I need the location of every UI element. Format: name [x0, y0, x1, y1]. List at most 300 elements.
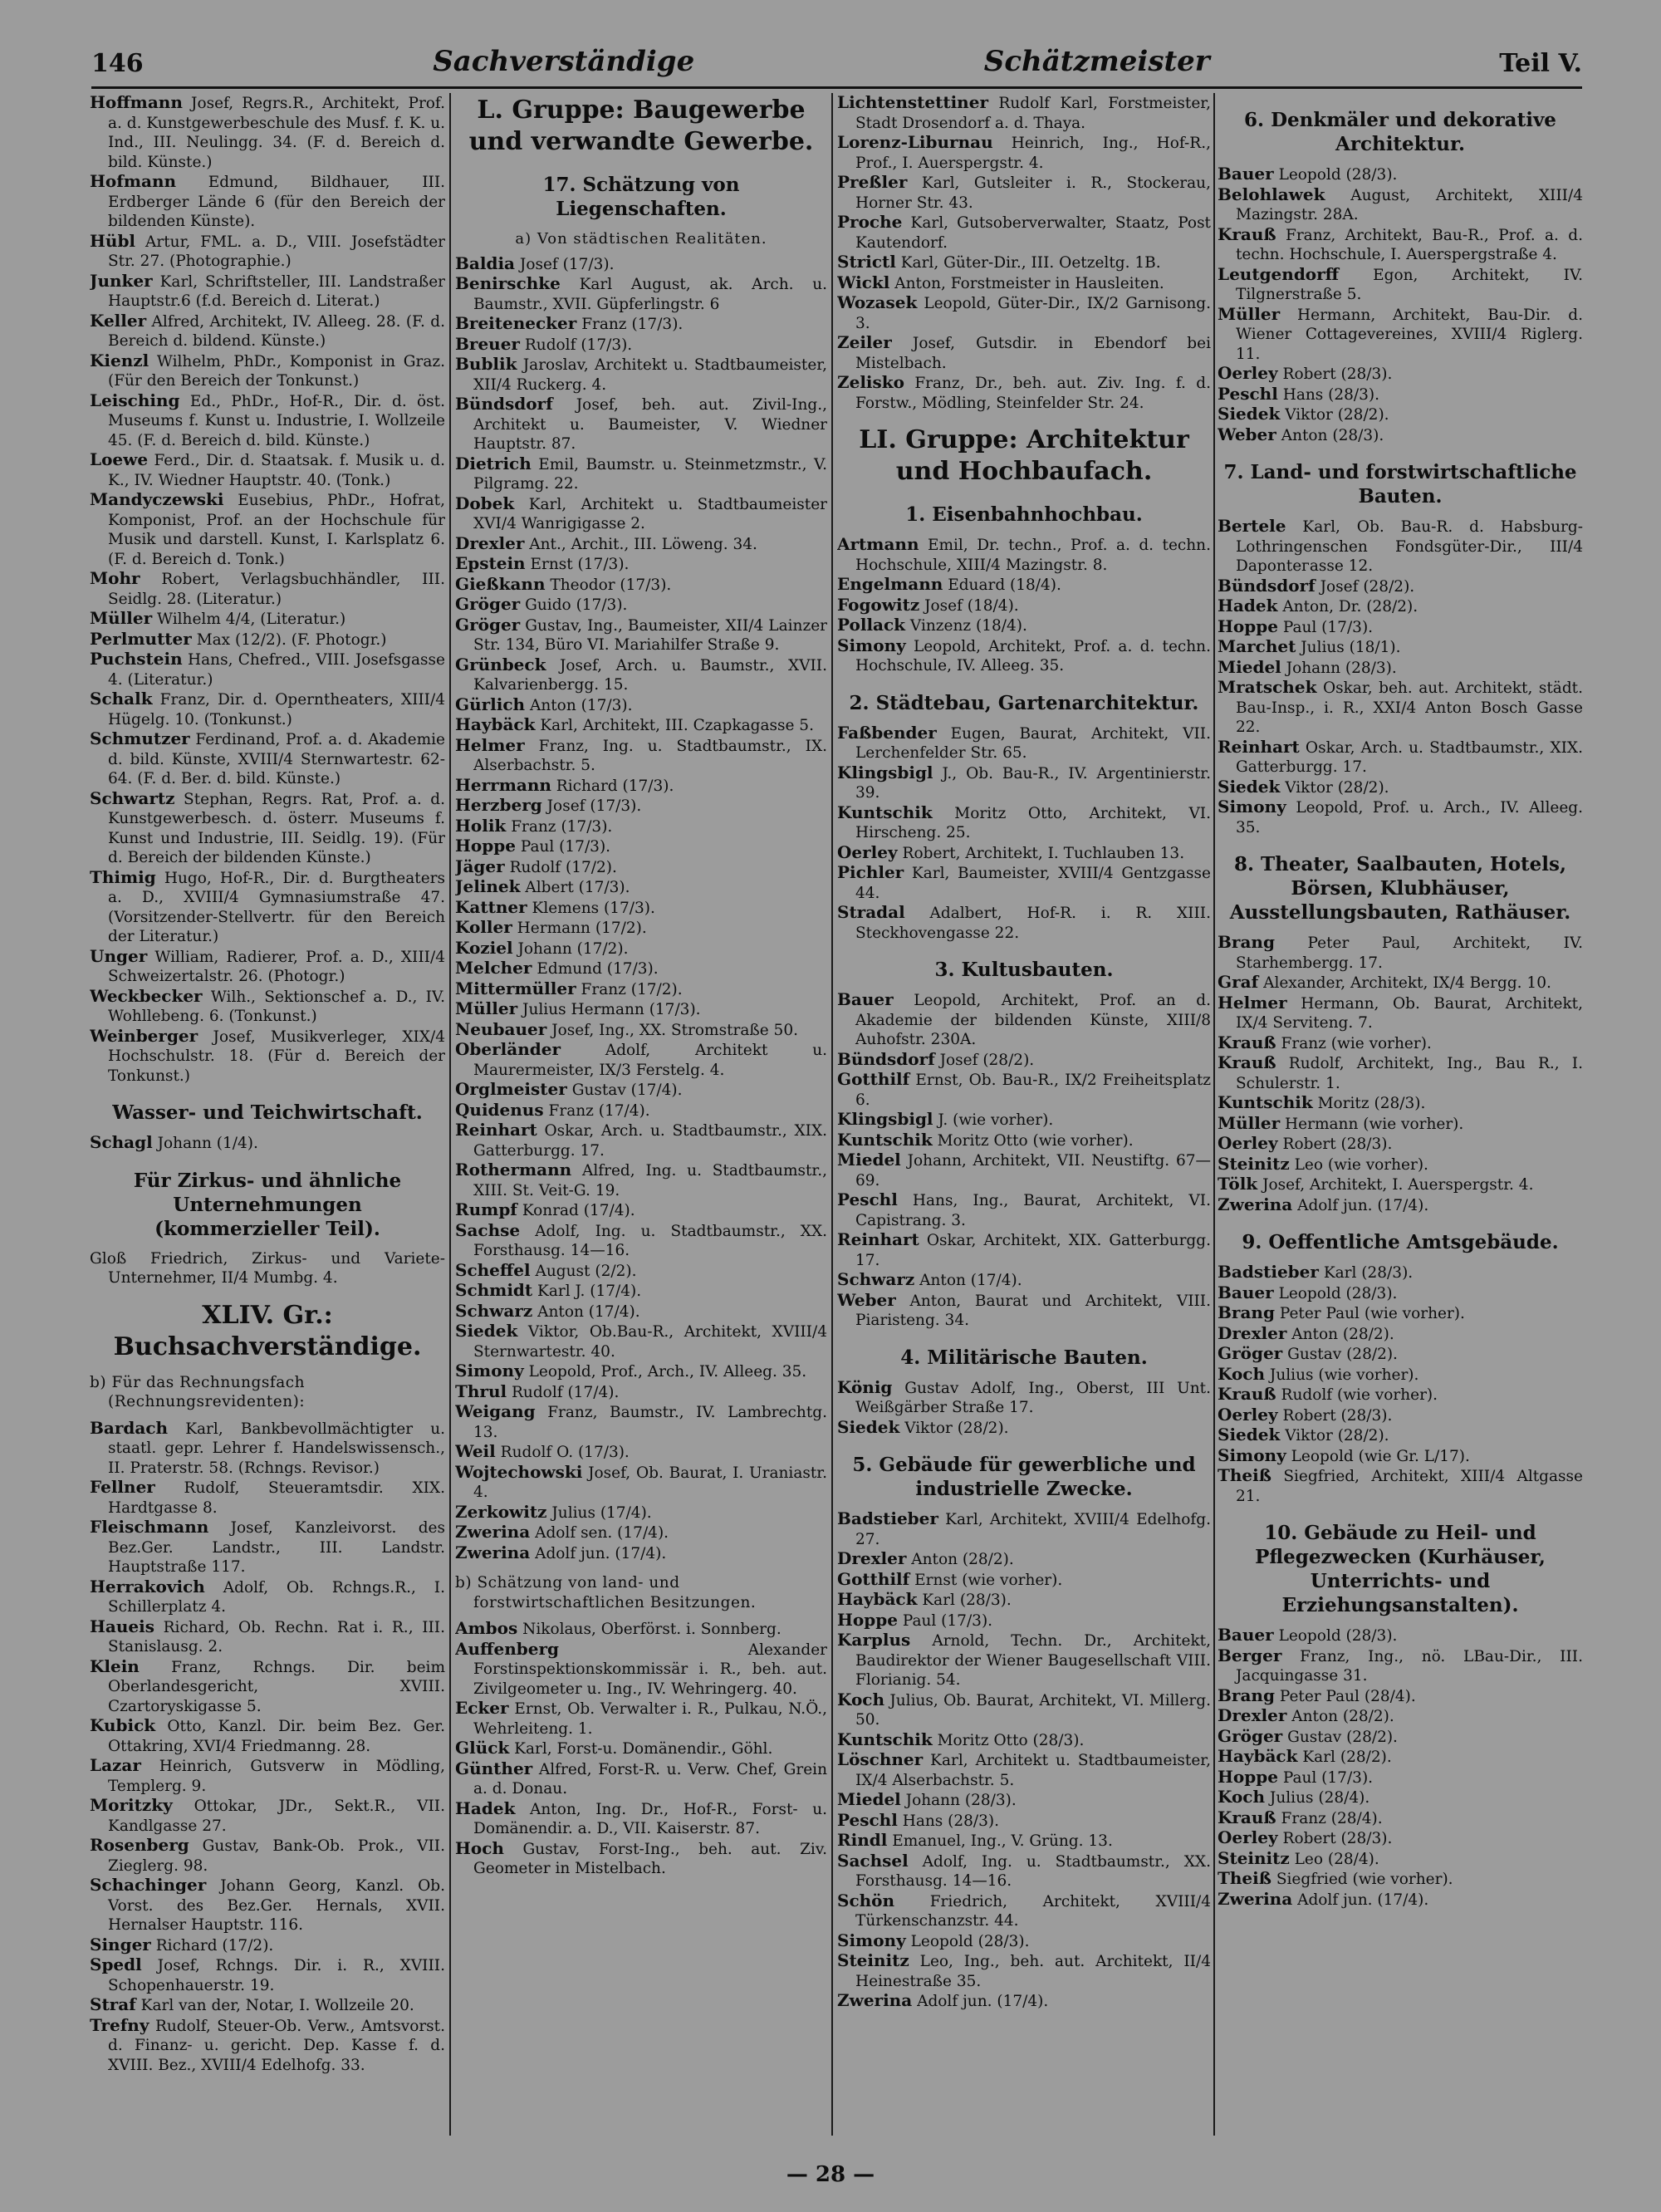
directory-entry [90, 232, 445, 272]
directory-entry [455, 1200, 827, 1221]
entry-details: Karl, Güter-Dir., III. Oetzeltg. 1B. [900, 254, 1161, 272]
entry-details: Viktor (28/2). [1285, 1427, 1389, 1444]
running-title-right: Schätzmeister [983, 45, 1210, 78]
directory-entry [1218, 517, 1583, 576]
entry-details: Anton (17/4). [919, 1272, 1022, 1289]
entry-details: Nikolaus, Oberförst. i. Sonnberg. [522, 1621, 782, 1638]
entry-details: Julius (18/1). [1301, 639, 1401, 656]
entry-surname: Krauß [1218, 1384, 1276, 1404]
section-heading: 4. Militärische Bauten. [900, 1346, 1148, 1369]
directory-entry [1218, 797, 1583, 837]
entry-surname: Koller [455, 917, 512, 937]
entry-surname: Rosenberg [90, 1835, 189, 1855]
entry-surname: Pichler [837, 862, 904, 882]
entry-surname: Kuntschik [837, 1129, 933, 1150]
entry-details: Hans, Ing., Baurat, Architekt, VI. Capistrang. 3. [855, 1192, 1211, 1229]
directory-entry [90, 569, 445, 609]
directory-entry [90, 987, 445, 1027]
page-header [91, 40, 1582, 78]
entry-details: Franz, Rchngs. Dir. beim Oberlandesgericht, XVIII. Czartoryskigasse 5. [108, 1658, 445, 1715]
entry-details: Karl, Bankbevollmächtigter u. staatl. gepr. Lehrer f. Handelswissensch., II. Praterstr. 58. (Rchngs. Revisor.) [108, 1420, 445, 1477]
directory-entry [90, 311, 445, 351]
directory-entry [837, 1190, 1211, 1230]
entry-details: Emil, Baumstr. u. Steinmetzmstr., V. Pilgramg. 22. [473, 455, 827, 493]
entry-surname: Zwerina [1218, 1194, 1293, 1214]
entry-surname: Zwerina [455, 1542, 531, 1562]
entry-details: Viktor, Ob.Bau-R., Architekt, XVIII/4 Sternwartestr. 40. [473, 1323, 827, 1361]
entry-surname: Proche [837, 212, 903, 232]
entry-details: Viktor (28/2). [1285, 778, 1389, 797]
entry-surname: Quidenus [455, 1099, 544, 1120]
directory-entry [455, 1402, 827, 1442]
entry-surname: Bauer [837, 989, 894, 1009]
directory-entry [455, 1261, 827, 1282]
subsection-heading: b) Schätzung von land- und forstwirtschaftlichen Besitzungen. [455, 1574, 757, 1611]
entry-details: Egon, Architekt, IV. Tilgnerstraße 5. [1236, 266, 1583, 303]
directory-entry [455, 715, 827, 736]
entry-surname: Ambos [455, 1618, 518, 1638]
entry-surname: Lichtenstettiner [837, 93, 988, 112]
entry-details: Hugo, Hof-R., Dir. d. Burgtheaters a. D., XVIII/4 Gymnasiumstraße 47. (Vorsitzender-Stellvertr. für den Bereich der Literatur.) [108, 869, 445, 945]
entry-details: Josef, Musikverleger, XIX/4 Hochschulstr. 18. (Für d. Bereich der Tonkunst.) [108, 1028, 445, 1085]
directory-entry [1218, 364, 1583, 385]
entry-surname: Krauß [1218, 1807, 1276, 1827]
directory-entry [837, 616, 1211, 636]
entry-details: Rudolf (17/4). [512, 1383, 620, 1401]
section-heading: 17. Schätzung von Liegenschaften. [542, 174, 740, 220]
entry-details: August (2/2). [535, 1262, 637, 1280]
entry-details: Johann, Architekt, VII. Neustiftg. 67—69. [855, 1152, 1211, 1189]
entry-surname: Miedel [1218, 656, 1281, 677]
entry-surname: Berger [1218, 1645, 1282, 1665]
entry-details: Josef (28/2). [1320, 577, 1415, 596]
directory-entry [455, 274, 827, 314]
entry-details: Karl, Architekt, XVIII/4 Edelhofg. 27. [855, 1511, 1211, 1548]
entry-details: Gustav (17/4). [571, 1081, 683, 1099]
entry-details: Wilhelm, PhDr., Komponist in Graz. (Für den Bereich der Tonkunst.) [108, 352, 445, 390]
entry-surname: König [837, 1376, 893, 1397]
directory-entry [1218, 1365, 1583, 1386]
entry-surname: Strictl [837, 252, 896, 272]
entry-surname: Oberländer [455, 1039, 561, 1059]
directory-entry [1218, 305, 1583, 365]
section-heading: Wasser- und Teichwirtschaft. [112, 1101, 423, 1124]
entry-details: Josef, Architekt, I. Auerspergstr. 4. [1262, 1176, 1534, 1194]
directory-entry [90, 1478, 445, 1518]
directory-entry [1218, 1466, 1583, 1506]
directory-entry [90, 947, 445, 987]
directory-entry [455, 1020, 827, 1041]
entry-details: Viktor (28/2). [1285, 406, 1389, 424]
directory-entry [837, 1852, 1211, 1891]
entry-details: Franz (17/2). [581, 980, 683, 998]
directory-entry [90, 1955, 445, 1995]
entry-details: Ernst (wie vorher). [914, 1571, 1063, 1589]
entry-details: Julius, Ob. Baurat, Architekt, VI. Millerg. 50. [855, 1691, 1211, 1729]
entry-surname: Dietrich [455, 453, 532, 473]
entry-surname: Bündsdorf [1218, 575, 1316, 596]
directory-entry [90, 1716, 445, 1756]
directory-entry [455, 1799, 827, 1839]
entry-surname: Reinhart [837, 1229, 919, 1249]
entry-details: Karl, Architekt u. Stadtbaumeister, IX/4 Alserbachstr. 5. [855, 1752, 1211, 1789]
section-heading: 10. Gebäude zu Heil- und Pflegezwecken (Kurhäuser, Unterrichts- und Erziehungsanstalten). [1255, 1522, 1546, 1616]
entry-surname: Trefny [90, 2014, 149, 2035]
entry-surname: Brang [1218, 932, 1275, 952]
directory-entry [455, 796, 827, 817]
directory-entry [1218, 265, 1583, 305]
entry-surname: Thrul [455, 1381, 507, 1401]
entry-surname: Hoppe [1218, 1766, 1278, 1787]
entry-surname: Müller [1218, 1112, 1281, 1133]
directory-entry [837, 1730, 1211, 1751]
entry-surname: Müller [90, 608, 153, 628]
entry-surname: Perlmutter [90, 628, 192, 649]
entry-surname: Rindl [837, 1830, 888, 1850]
entry-details: Oskar, beh. aut. Architekt, städt. Bau-Insp., i. R., XXI/4 Anton Bosch Gasse 22. [1236, 679, 1583, 736]
directory-entry [90, 272, 445, 311]
entry-details: Paul (17/3). [1282, 1768, 1374, 1787]
directory-entry [90, 1577, 445, 1617]
directory-entry [90, 1419, 445, 1479]
entry-details: Hermann, Ob. Baurat, Architekt, IX/4 Servitеng. 7. [1236, 994, 1583, 1032]
directory-entry [837, 253, 1211, 273]
directory-entry [837, 1690, 1211, 1730]
entry-details: Karl J. (17/4). [537, 1283, 642, 1300]
directory-entry [1218, 1890, 1583, 1910]
entry-details: Leopold (28/3). [1278, 1284, 1398, 1302]
entry-details: William, Radierer, Prof. a. D., XIII/4 Schweizertalstr. 26. (Photogr.) [108, 948, 445, 985]
entry-details: Julius (17/4). [551, 1503, 652, 1522]
entry-details: Anton, Ing. Dr., Hof-R., Forst- u. Domänendir. a. D., VII. Kaiserstr. 87. [473, 1800, 827, 1837]
directory-entry [837, 1418, 1211, 1439]
entry-details: Franz, Baumstr., IV. Lambrechtg. 13. [473, 1404, 827, 1441]
entry-details: Gustav, Forst-Ing., beh. aut. Ziv. Geometer in Mistelbach. [473, 1840, 827, 1877]
directory-entry [837, 1790, 1211, 1811]
group-heading: LI. Gruppe: Architektur und Hochbaufach. [859, 425, 1189, 486]
directory-entry [455, 939, 827, 959]
directory-entry [1218, 1155, 1583, 1175]
entry-surname: Gießkann [455, 573, 546, 594]
directory-entry [837, 1270, 1211, 1291]
entry-details: Vinzenz (18/4). [909, 617, 1027, 635]
entry-surname: Schagl [90, 1132, 153, 1152]
entry-details: Anton (17/4). [537, 1302, 640, 1321]
directory-entry [455, 959, 827, 979]
directory-entry [1218, 1849, 1583, 1870]
directory-entry [90, 689, 445, 729]
entry-details: Leopold, Architekt, Prof. an d. Akademie der bildenden Künste, XIII/8 Auhofstr. 230A. [855, 992, 1211, 1048]
entry-surname: Oerley [1218, 1133, 1278, 1153]
directory-entry [1218, 576, 1583, 597]
entry-surname: Baldia [455, 253, 516, 273]
entry-surname: Schwartz [90, 787, 175, 808]
entry-details: Leopold (wie Gr. L/17). [1291, 1447, 1470, 1465]
entry-surname: Bublik [455, 354, 517, 374]
directory-entry [1218, 1747, 1583, 1768]
entry-details: Oskar, Arch. u. Stadtbaumstr., XIX. Gatterburgg. 17. [1236, 738, 1583, 776]
entry-details: Franz (17/3). [511, 817, 613, 836]
directory-entry [1218, 164, 1583, 185]
directory-entry [455, 1040, 827, 1080]
directory-entry [1218, 1385, 1583, 1405]
header-rule [91, 86, 1582, 89]
directory-entry [455, 595, 827, 616]
entry-surname: Zwerina [1218, 1888, 1293, 1909]
entry-details: Josef, Ing., XX. Stromstraße 50. [551, 1021, 798, 1039]
directory-entry [455, 314, 827, 335]
entry-surname: Siedek [1218, 776, 1281, 797]
entry-surname: Wozasek [837, 292, 918, 312]
entry-details: Klemens (17/3). [532, 899, 655, 917]
group-heading: L. Gruppe: Baugewerbe und verwandte Gewerbe. [468, 96, 814, 156]
entry-surname: Zelisko [837, 372, 904, 392]
directory-entry [1218, 225, 1583, 265]
entry-surname: Rumpf [455, 1199, 517, 1219]
entry-surname: Marchet [1218, 636, 1296, 656]
section-heading: 9. Oeffentliche Amtsgebäude. [1242, 1231, 1559, 1253]
entry-details: Julius (wie vorher). [1269, 1366, 1419, 1384]
directory-entry [837, 333, 1211, 373]
entry-surname: Breitenecker [455, 313, 577, 333]
entry-surname: Klein [90, 1655, 140, 1676]
entry-surname: Steinitz [1218, 1847, 1290, 1868]
entry-surname: Mratschek [1218, 677, 1317, 697]
directory-entry [1218, 973, 1583, 993]
entry-surname: Engelmann [837, 574, 943, 594]
entry-surname: Simony [1218, 1444, 1286, 1465]
entry-details: Rudolf (17/2). [509, 858, 617, 876]
entry-surname: Fleischmann [90, 1517, 209, 1537]
entry-surname: Kienzl [90, 350, 149, 370]
entry-details: Franz (28/4). [1281, 1809, 1383, 1827]
entry-surname: Krauß [1218, 223, 1276, 244]
directory-entry [837, 990, 1211, 1050]
entry-details: Richard, Ob. Rechn. Rat i. R., III. Stanislausg. 2. [108, 1618, 445, 1655]
entry-details: Emil, Dr. techn., Prof. a. d. techn. Hochschule, XIII/4 Mazingstr. 8. [855, 537, 1211, 574]
directory-entry [837, 1590, 1211, 1611]
column-divider [831, 93, 833, 2136]
entry-surname: Gröger [455, 614, 521, 635]
directory-entry [455, 1080, 827, 1101]
entry-details: Anton (28/3). [1281, 426, 1384, 444]
entry-surname: Zerkowitz [455, 1501, 547, 1522]
entry-details: Hermann (17/2). [517, 920, 647, 937]
directory-entry [90, 789, 445, 868]
directory-entry [1218, 1808, 1583, 1829]
directory-entry [837, 1549, 1211, 1570]
entry-surname: Gröger [455, 594, 521, 614]
directory-entry [455, 898, 827, 919]
entry-surname: Keller [90, 310, 147, 331]
entry-surname: Unger [90, 945, 148, 966]
directory-entry [90, 1133, 445, 1154]
directory-entry [455, 817, 827, 837]
entry-surname: Koziel [455, 937, 513, 958]
directory-entry [90, 630, 445, 650]
entry-details: Karl, Ob. Bau-R. d. Habsburg-Lothringenschen Fondsgüter-Dir., III/4 Daponteгasse 12. [1236, 518, 1583, 575]
directory-entry [455, 918, 827, 939]
entry-surname: Preßler [837, 172, 908, 192]
entry-surname: Bardach [90, 1417, 169, 1438]
entry-details: Franz, Architekt, Bau-R., Prof. a. d. techn. Hochschule, I. Auerspergstraße 4. [1236, 226, 1583, 263]
entry-details: Anton (28/2). [1291, 1325, 1394, 1343]
section-heading: 2. Städtebau, Gartenarchitektur. [849, 691, 1199, 714]
entry-details: Ant., Archit., III. Löweng. 34. [529, 535, 757, 553]
entry-details: Peter Paul, Architekt, IV. Starhembergg. 17. [1236, 934, 1583, 972]
directory-entry [837, 1230, 1211, 1270]
entry-surname: Neubauer [455, 1018, 547, 1039]
entry-surname: Thimig [90, 866, 156, 887]
entry-surname: Koch [1218, 1363, 1266, 1384]
entry-surname: Mandyczewski [90, 489, 224, 509]
entry-details: Viktor (28/2). [904, 1419, 1009, 1437]
entry-surname: Helmer [455, 734, 525, 755]
entry-surname: Gröger [1218, 1725, 1283, 1746]
entry-details: Rudolf (wie vorher). [1281, 1386, 1438, 1404]
entry-details: Hermann (wie vorher). [1285, 1115, 1464, 1133]
column-4 [1218, 93, 1583, 2136]
directory-entry [1218, 777, 1583, 798]
directory-entry [455, 736, 827, 776]
entry-surname: Haybäck [1218, 1746, 1298, 1766]
entry-details: Moritz Otto (wie vorher). [937, 1131, 1134, 1150]
directory-entry [1218, 1134, 1583, 1155]
directory-entry [455, 1543, 827, 1564]
entry-surname: Peschl [837, 1189, 898, 1209]
entry-surname: Siedek [837, 1416, 900, 1437]
entry-details: Karl, Architekt, III. Czapkagasse 5. [540, 717, 814, 734]
entry-details: Anton (28/2). [911, 1551, 1014, 1568]
entry-surname: Kuntschik [837, 802, 933, 822]
entry-details: Anton (28/2). [1291, 1708, 1394, 1725]
entry-details: Robert, Verlagsbuchhändler, III. Seidlg. 28. (Literatur.) [108, 571, 445, 608]
entry-details: Eduard (18/4). [948, 576, 1061, 594]
entry-details: Adolf jun. (17/4). [1297, 1196, 1429, 1214]
entry-details: Alexander, Architekt, IX/4 Bergg. 10. [1263, 974, 1551, 992]
entry-surname: Drexler [837, 1548, 907, 1568]
directory-entry [90, 868, 445, 947]
entry-details: Moritz Otto (28/3). [937, 1731, 1085, 1749]
entry-surname: Lazar [90, 1755, 141, 1775]
directory-entry [90, 729, 445, 789]
entry-surname: Weinberger [90, 1025, 198, 1046]
entry-surname: Gotthilf [837, 1568, 910, 1589]
entry-details: Rudolf, Steuer-Ob. Verw., Amtsvorst. d. Finanz- u. gericht. Dep. Kasse f. d. XVIII. Bez., XVIII/4 Edelhofg. 33. [108, 2017, 445, 2074]
entry-details: Hans (28/3). [1282, 385, 1380, 404]
entry-details: Anton, Baurat und Architekt, VIII. Piaristeng. 34. [855, 1292, 1211, 1329]
entry-surname: Sachsel [837, 1850, 909, 1871]
entry-surname: Klingsbigl [837, 1109, 933, 1129]
entry-details: J. (wie vorher). [938, 1111, 1054, 1129]
entry-details: Karl (28/3). [922, 1592, 1012, 1609]
directory-entry [837, 273, 1211, 294]
directory-entry [90, 650, 445, 689]
directory-entry [1218, 1646, 1583, 1686]
entry-surname: Weber [1218, 424, 1276, 444]
entry-details: Leo (wie vorher). [1294, 1155, 1428, 1174]
directory-entry [455, 575, 827, 596]
entry-surname: Miedel [837, 1150, 901, 1170]
entry-details: Franz (wie vorher). [1281, 1034, 1432, 1052]
entry-surname: Zwerina [455, 1522, 531, 1542]
entry-details: Ernst (17/3). [530, 556, 630, 573]
entry-surname: Oerley [1218, 1404, 1278, 1425]
entry-details: Alexander Forstinspektionskommissär i. R., beh. aut. Zivilgeometer u. Ing., IV. Wehringerg. 40. [473, 1641, 827, 1698]
entry-surname: Oerley [837, 841, 898, 862]
entry-surname: Schachinger [90, 1875, 207, 1895]
entry-details: Adolf jun. (17/4). [917, 1993, 1049, 2010]
entry-surname: Gürlich [455, 694, 526, 714]
directory-entry [455, 1121, 827, 1160]
directory-entry [837, 763, 1211, 803]
directory-entry [1218, 1446, 1583, 1467]
entry-surname: Krauß [1218, 1032, 1276, 1052]
entry-surname: Bauer [1218, 1625, 1274, 1645]
entry-surname: Wojtechowski [455, 1461, 583, 1482]
entry-details: Josef (17/3). [519, 255, 615, 273]
entry-surname: Müller [1218, 303, 1281, 324]
entry-details: Hermann, Architekt, Bau-Dir. d. Wiener Cottagevereines, XVIII/4 Riglerg. 11. [1236, 306, 1583, 363]
entry-details: Eusebius, PhDr., Hofrat, Komponist, Prof. an der Hochschule für Musik und darstell. Kunst, I. Karlsplatz 6. (F. d. Bereich d. Tonk.) [108, 492, 445, 568]
entry-surname: Herzberg [455, 795, 542, 815]
directory-entry [1218, 1768, 1583, 1788]
entry-surname: Lorenz-Liburnau [837, 132, 993, 152]
directory-entry [837, 93, 1211, 133]
entry-surname: Kuntschik [1218, 1092, 1313, 1112]
entry-details: J., Ob. Bau-R., IV. Argentinierstr. 39. [855, 764, 1211, 802]
entry-details: Oskar, Arch. u. Stadtbaumstr., XIX. Gatterburgg. 17. [473, 1122, 827, 1160]
entry-surname: Miedel [837, 1789, 901, 1809]
entry-details: Robert (28/3). [1282, 1406, 1393, 1425]
directory-entry [90, 1995, 445, 2016]
entry-details: Karl, Gutsoberverwalter, Staatz, Post Kautendorf. [855, 214, 1211, 252]
directory-entry [837, 803, 1211, 843]
entry-details: Anton, Forstmeister in Hausleiten. [894, 274, 1164, 292]
entry-details: Rudolf, Steueramtsdir. XIX. Hardtgasse 8. [108, 1479, 445, 1517]
entry-details: Alfred, Forst-R. u. Verw. Chef, Grein a. d. Donau. [473, 1760, 827, 1798]
directory-entry [837, 596, 1211, 616]
directory-entry [837, 173, 1211, 213]
subsection-heading: a) Von städtischen Realitäten. [515, 230, 767, 248]
entry-details: Heinrich, Ing., Hof-R., Prof., I. Auerspergstr. 4. [855, 135, 1211, 172]
directory-entry [837, 1070, 1211, 1110]
entry-details: Leopold (28/3). [910, 1932, 1030, 1950]
entry-surname: Helmer [1218, 992, 1287, 1013]
entry-details: Otto, Kanzl. Dir. beim Bez. Ger. Ottakring, XVI/4 Friedmanng. 28. [108, 1718, 445, 1755]
directory-entry [837, 1631, 1211, 1690]
entry-details: Friedrich, Architekt, XVIII/4 Türkenschanzstr. 44. [855, 1892, 1211, 1930]
entry-surname: Simony [837, 1930, 906, 1950]
group-heading: XLIV. Gr.: Buchsachverständige. [113, 1300, 422, 1361]
entry-details: Adolf, Ing. u. Stadtbaumstr., XX. Forsthausg. 14—16. [855, 1852, 1211, 1890]
directory-entry [90, 1836, 445, 1876]
directory-entry [1218, 385, 1583, 405]
directory-entry [455, 1699, 827, 1739]
entry-surname: Haybäck [455, 714, 536, 734]
entry-details: Wilh., Sektionschef a. D., IV. Wohllebeng. 6. (Tonkunst.) [108, 988, 445, 1025]
directory-entry [455, 1101, 827, 1121]
directory-entry [90, 1027, 445, 1086]
directory-entry [455, 1503, 827, 1523]
entry-surname: Sachse [455, 1219, 521, 1240]
entry-details: Konrad (17/4). [522, 1202, 635, 1219]
entry-details: Peter Paul (28/4). [1279, 1687, 1416, 1705]
directory-entry [837, 575, 1211, 596]
entry-details: Robert (28/3). [1282, 1135, 1393, 1153]
section-heading: 7. Land- und forstwirtschaftliche Bauten. [1223, 461, 1577, 508]
entry-surname: Moritzky [90, 1795, 173, 1815]
